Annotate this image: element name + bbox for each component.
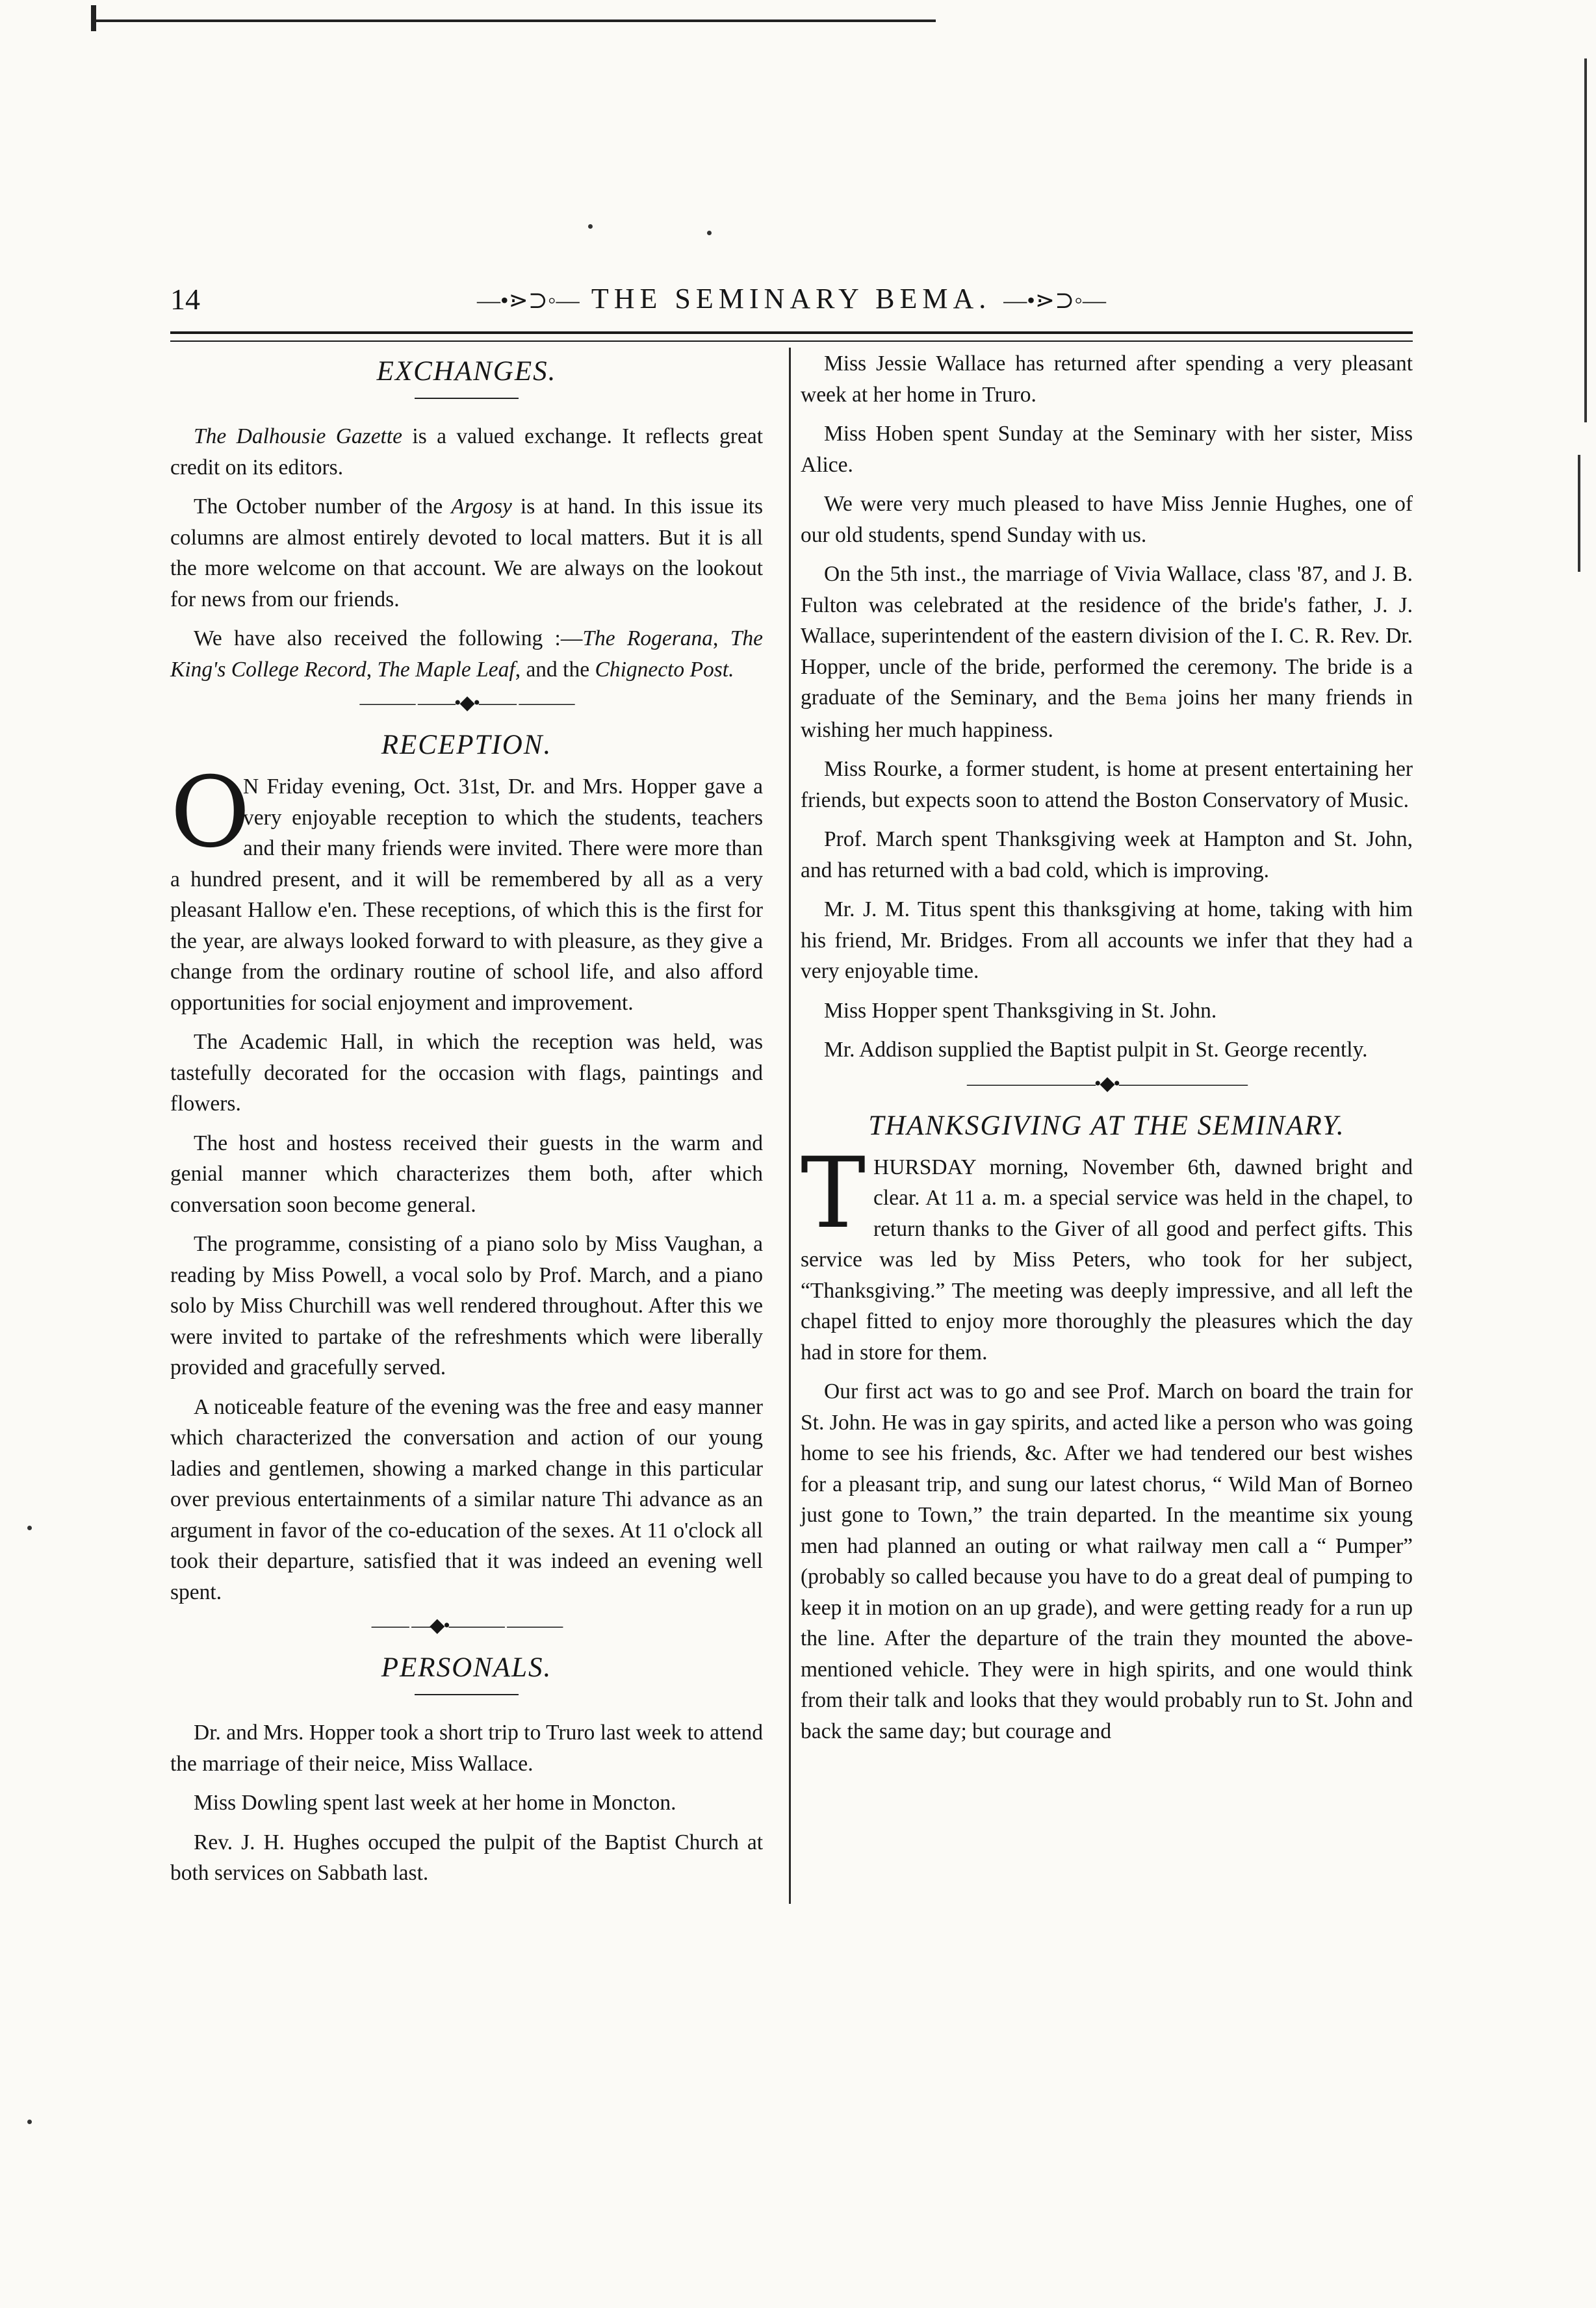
scan-speck bbox=[27, 2120, 32, 2124]
heading-rule bbox=[415, 1694, 519, 1695]
scan-speck bbox=[707, 231, 712, 235]
reception-paragraph: The programme, consisting of a piano solo by Miss Vaughan, a reading by Miss Powell, a vocal solo by Prof. March, and a piano solo by Miss Churchill was well rendered throughout. After this we were invited to partake of the refreshments which were liberally provided and gracefully served. bbox=[170, 1232, 763, 1379]
personal-item: Miss Rourke, a former student, is home at present entertaining her friends, but expects soon to attend the Boston Conservatory of Music. bbox=[801, 757, 1413, 812]
personal-item: Prof. March spent Thanksgiving week at Hampton and St. John, and has returned with a bad cold, which is improving. bbox=[801, 827, 1413, 882]
personal-item: Miss Jessie Wallace has returned after spending a very pleasant week at her home in Truro. bbox=[801, 352, 1413, 407]
header-ornament-left: —•⋗⊃◦— bbox=[476, 287, 580, 313]
header-double-rule bbox=[170, 331, 1413, 342]
personal-item: Rev. J. H. Hughes occuped the pulpit of the Baptist Church at both services on Sabbath last. bbox=[170, 1830, 763, 1885]
thanksgiving-paragraph: THURSDAY morning, November 6th, dawned bright and clear. At 11 a. m. a special service was held in the chapel, to return thanks to the Giver of all good and perfect gifts. This service was led by Miss Peters, who took for her subject, “Thanksgiving.” The meeting was deeply impressive, and all left the chapel fitted to enjoy more thoroughly the pleasures which the day had in store for them. bbox=[801, 1136, 1413, 1365]
running-header bbox=[170, 279, 1413, 318]
reception-paragraph: The host and hostess received their guests in the warm and genial manner which characterizes them both, after which conversation soon become general. bbox=[170, 1131, 763, 1217]
reception-paragraph: O N Friday evening, Oct. 31st, Dr. and Mrs. Hopper gave a very enjoyable reception to which the students, teachers and their many friends were invited. There were more than a hundred present, and it will be remembered by all as a very pleasant Hallow e'en. These receptions, of which this is the first for the year, are always looked forward to with pleasure, as they give a change from the ordinary routine of school life, and also afford opportunities for social enjoyment and improvement. bbox=[170, 756, 763, 1015]
section-divider: —— —◆•——— ——— bbox=[371, 1615, 562, 1636]
thanksgiving-heading: THANKSGIVING AT THE SEMINARY. bbox=[868, 1110, 1345, 1141]
scan-edge-mark bbox=[1584, 58, 1587, 422]
personal-item: Mr. Addison supplied the Baptist pulpit in St. George recently. bbox=[824, 1038, 1368, 1062]
personals-heading: PERSONALS. bbox=[381, 1652, 552, 1683]
left-column bbox=[170, 348, 763, 1897]
scan-edge-corner bbox=[91, 5, 96, 31]
scan-speck bbox=[588, 224, 593, 229]
running-title bbox=[170, 282, 1413, 315]
scan-edge-mark bbox=[1578, 455, 1580, 572]
heading-rule bbox=[415, 398, 519, 399]
personal-item: We were very much pleased to have Miss Jennie Hughes, one of our old students, spend Sunday with us. bbox=[801, 492, 1413, 547]
reception-paragraph: The Academic Hall, in which the reception was held, was tastefully decorated for the occasion with flags, paintings and flowers. bbox=[170, 1030, 763, 1116]
decorative-initial: O bbox=[170, 756, 250, 869]
exchanges-paragraph: The October number of the Argosy is at hand. In this issue its columns are almost entirely devoted to local matters. But it is all the more welcome on that account. We are always on the lookout for news from our friends. bbox=[170, 494, 763, 611]
thanksgiving-paragraph: Our first act was to go and see Prof. March on board the train for St. John. He was in gay spirits, and acted like a person who was going home to see his friends, &c. After we had tendered our best wishes for a pleasant trip, and sung our latest chorus, “ Wild Man of Borneo just gone to Town,” the train departed. In the meantime six young men had planned an outing or what railway men call a “ Pumper” (probably so called because you have to do a great deal of pumping to keep it in motion on an up grade), and were getting ready for a run up the line. After the departure of the train they mounted the above-mentioned vehicle. They were in high spirits, and one would think from their talk and looks that they would probably run to St. John and back the same day; but courage and bbox=[801, 1379, 1413, 1743]
decorative-initial: T bbox=[801, 1136, 866, 1250]
personal-item: Miss Hopper spent Thanksgiving in St. John. bbox=[824, 998, 1217, 1023]
exchanges-paragraph: We have also received the following :—The Rogerana, The King's College Record, The Maple Leaf, and the Chignecto Post. bbox=[170, 626, 763, 682]
personal-item: On the 5th inst., the marriage of Vivia Wallace, class '87, and J. B. Fulton was celebrated at the residence of the bride's father, J. J. Wallace, superintendent of the eastern division of the I. C. R. Rev. Dr. Hopper, uncle of the bride, performed the ceremony. The bride is a graduate of the Seminary, and the Bema joins her many friends in wishing her much happiness. bbox=[801, 562, 1413, 742]
publication-title: THE SEMINARY BEMA. bbox=[591, 283, 992, 314]
scan-edge-rule bbox=[91, 19, 936, 22]
right-column bbox=[801, 348, 1413, 1755]
personal-item: Miss Dowling spent last week at her home in Moncton. bbox=[194, 1791, 676, 1815]
exchanges-heading: EXCHANGES. bbox=[376, 356, 557, 387]
reception-heading: RECEPTION. bbox=[381, 730, 552, 760]
header-ornament-right: —•⋗⊃◦— bbox=[1003, 287, 1106, 313]
personal-item: Mr. J. M. Titus spent this thanksgiving at home, taking with him his friend, Mr. Bridges. From all accounts we infer that they had a very enjoyable time. bbox=[801, 897, 1413, 983]
section-divider: ——— ——•◆•—— ——— bbox=[359, 692, 574, 713]
column-divider bbox=[789, 348, 791, 1904]
page-number: 14 bbox=[170, 283, 200, 316]
exchanges-paragraph: The Dalhousie Gazette is a valued exchange. It reflects great credit on its editors. bbox=[170, 424, 764, 480]
personal-item: Dr. and Mrs. Hopper took a short trip to Truro last week to attend the marriage of their neice, Miss Wallace. bbox=[170, 1721, 763, 1776]
personal-item: Miss Hoben spent Sunday at the Seminary with her sister, Miss Alice. bbox=[801, 422, 1413, 477]
reception-paragraph: A noticeable feature of the evening was the free and easy manner which characterized the conversation and action of our young ladies and gentlemen, showing a marked change in this particular over previous entertainments of a similar nature Thi advance as an argument in favor of the co-education of the sexes. At 11 o'clock all took their departure, satisfied that it was indeed an evening well spent. bbox=[170, 1394, 763, 1604]
section-divider: ———————•◆•——————— bbox=[966, 1072, 1247, 1094]
scan-speck bbox=[27, 1526, 32, 1530]
